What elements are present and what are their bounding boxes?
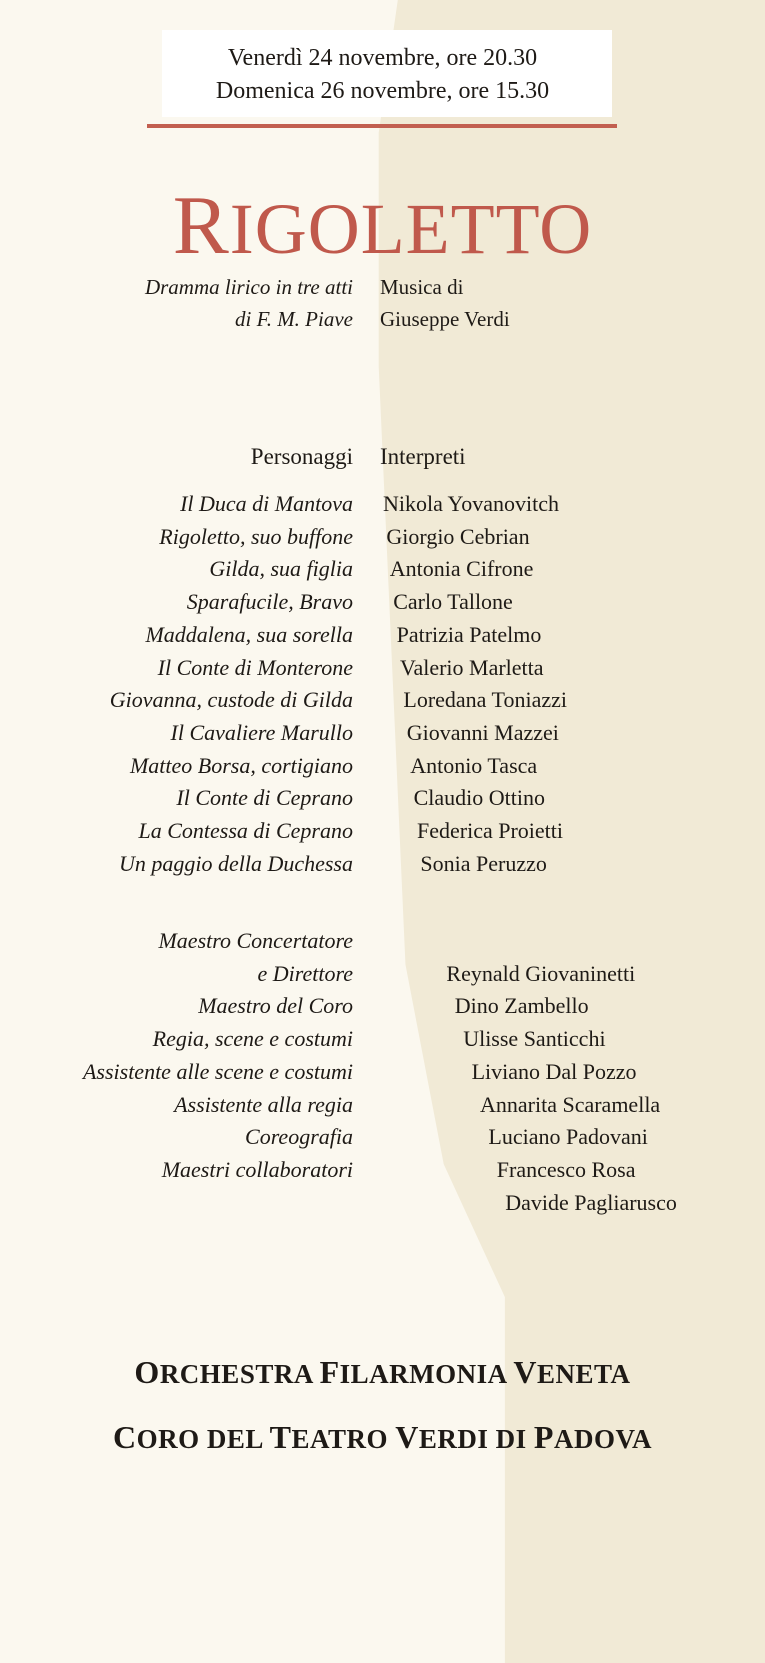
performer-name: Valerio Marletta	[400, 654, 544, 680]
role-label: Sparafucile, Bravo	[186, 589, 353, 615]
libretto-line: di F. M. Piave	[234, 307, 353, 331]
performer-name: Loredana Toniazzi	[403, 687, 567, 713]
role-label: Matteo Borsa, cortigiano	[129, 752, 353, 778]
credit-row	[0, 651, 765, 684]
credit-row	[0, 1186, 765, 1219]
role-label: Un paggio della Duchessa	[118, 850, 353, 876]
credit-row	[0, 957, 765, 990]
performer-name: Sonia Peruzzo	[420, 850, 547, 876]
credit-row	[0, 847, 765, 880]
performance-dates	[0, 42, 765, 108]
role-label: Assistente alle scene e costumi	[82, 1058, 353, 1084]
date-line: Domenica 26 novembre, ore 15.30	[215, 78, 550, 104]
credit-row	[0, 683, 765, 716]
role-label: Il Conte di Monterone	[157, 654, 353, 680]
performer-name: Patrizia Patelmo	[396, 621, 542, 647]
performer-name: Giovanni Mazzei	[406, 719, 559, 745]
role-label: Il Conte di Ceprano	[176, 785, 353, 811]
credit-row	[0, 781, 765, 814]
role-label: Assistente alla regia	[174, 1091, 353, 1117]
performer-name: Carlo Tallone	[393, 589, 513, 615]
music-credit	[380, 271, 510, 335]
role-label: Rigoletto, suo buffone	[159, 523, 353, 549]
music-line: Giuseppe Verdi	[380, 307, 510, 331]
opera-title	[0, 179, 765, 272]
role-label: Gilda, sua figlia	[209, 556, 353, 582]
role-label: Giovanna, custode di Gilda	[109, 687, 353, 713]
role-label: Coreografia	[245, 1124, 353, 1150]
credit-row	[0, 487, 765, 520]
credit-row	[0, 520, 765, 553]
performer-name: Luciano Padovani	[488, 1124, 648, 1150]
role-label: Il Cavaliere Marullo	[170, 719, 353, 745]
orchestra-name-text: ORCHESTRA FILARMONIA VENETA	[134, 1354, 631, 1390]
divider-rule	[147, 124, 617, 128]
credit-row	[0, 1120, 765, 1153]
performer-name: Federica Proietti	[417, 818, 564, 843]
music-line: Musica di	[380, 275, 464, 299]
libretto-line: Dramma lirico in tre atti	[144, 275, 353, 299]
role-label: Maestri collaboratori	[161, 1156, 353, 1182]
credit-row	[0, 618, 765, 651]
libretto-credit	[145, 271, 353, 335]
role-label: e Direttore	[257, 960, 353, 986]
date-line: Venerdì 24 novembre, ore 20.30	[227, 45, 538, 71]
credit-row	[0, 1022, 765, 1055]
choir-name	[0, 1419, 765, 1456]
role-label: La Contessa di Ceprano	[138, 818, 353, 843]
opera-title-text: RIGOLETTO	[172, 179, 593, 272]
orchestra-name	[0, 1354, 765, 1391]
performer-name: Giorgio Cebrian	[386, 523, 530, 549]
credit-row	[0, 814, 765, 847]
role-label: Regia, scene e costumi	[152, 1026, 353, 1052]
performer-name: Antonia Cifrone	[389, 556, 534, 582]
performer-name: Ulisse Santicchi	[463, 1026, 606, 1052]
performer-name: Francesco Rosa	[496, 1156, 636, 1182]
role-label: Maddalena, sua sorella	[145, 621, 353, 647]
role-label: Maestro del Coro	[198, 993, 353, 1019]
credit-row	[0, 1055, 765, 1088]
role-label: Maestro Concertatore	[158, 928, 353, 953]
performer-name: Nikola Yovanovitch	[383, 491, 559, 516]
choir-name-text: CORO DEL TEATRO VERDI DI PADOVA	[113, 1419, 652, 1455]
performer-name: Antonio Tasca	[410, 752, 538, 778]
credit-row	[0, 1088, 765, 1121]
performer-name: Claudio Ottino	[413, 785, 545, 811]
credit-row	[0, 989, 765, 1022]
credit-row	[0, 924, 765, 957]
credit-row	[0, 716, 765, 749]
credit-row	[0, 749, 765, 782]
performer-name: Dino Zambello	[454, 993, 589, 1019]
credit-row	[0, 1153, 765, 1186]
performer-name: Davide Pagliarusco	[505, 1189, 677, 1215]
credit-row	[0, 585, 765, 618]
performer-name: Annarita Scaramella	[480, 1091, 661, 1117]
role-label: Il Duca di Mantova	[180, 491, 353, 516]
performer-name: Reynald Giovaninetti	[446, 960, 636, 986]
performer-name: Liviano Dal Pozzo	[471, 1058, 637, 1084]
credit-row	[0, 552, 765, 585]
performers-header: Interpreti	[380, 444, 466, 469]
roles-header: Personaggi	[250, 444, 353, 469]
